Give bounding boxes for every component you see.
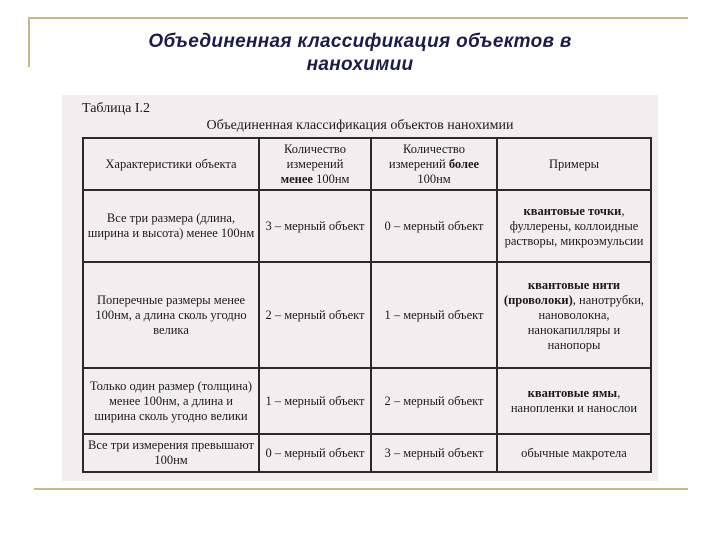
cell-characteristic: Все три размера (длина, ширина и высота) менее 100нм <box>83 190 259 262</box>
scanned-table-image <box>62 95 658 481</box>
cell-more: 3 – мерный объект <box>371 434 497 472</box>
table-row <box>83 434 651 472</box>
cell-less: 1 – мерный объект <box>259 368 371 434</box>
cell-examples: квантовые ямы, нанопленки и нанослои <box>497 368 651 434</box>
header-examples: Примеры <box>497 138 651 190</box>
header-dimensions-less: Количество измерений менее 100нм <box>259 138 371 190</box>
cell-less: 0 – мерный объект <box>259 434 371 472</box>
table-row <box>83 190 651 262</box>
frame-left-line <box>28 17 30 67</box>
table-caption: Объединенная классификация объектов нанохимии <box>206 118 514 133</box>
classification-table <box>82 137 652 473</box>
cell-more: 0 – мерный объект <box>371 190 497 262</box>
cell-characteristic: Все три измерения превышают 100нм <box>83 434 259 472</box>
table-header-row <box>83 138 651 190</box>
slide-title-line1: Объединенная классификация объектов в <box>148 31 572 52</box>
cell-less: 2 – мерный объект <box>259 262 371 368</box>
cell-examples: квантовые нити (проволоки), нанотрубки, нановолокна, нанокапилляры и нанопоры <box>497 262 651 368</box>
cell-more: 2 – мерный объект <box>371 368 497 434</box>
cell-examples: квантовые точки, фуллерены, коллоидные растворы, микроэмульсии <box>497 190 651 262</box>
frame-bottom-line <box>34 488 688 490</box>
slide-title <box>60 30 660 76</box>
header-dimensions-more: Количество измерений более 100нм <box>371 138 497 190</box>
slide-title-line2: нанохимии <box>306 54 414 75</box>
frame-top-line <box>28 17 688 19</box>
cell-characteristic: Только один размер (толщина) менее 100нм, а длина и ширина сколь угодно велики <box>83 368 259 434</box>
cell-characteristic: Поперечные размеры менее 100нм, а длина сколь угодно велика <box>83 262 259 368</box>
header-characteristics: Характеристики объекта <box>83 138 259 190</box>
table-row <box>83 262 651 368</box>
table-label: Таблица I.2 <box>82 101 151 116</box>
table-row <box>83 368 651 434</box>
cell-examples: обычные макротела <box>497 434 651 472</box>
cell-less: 3 – мерный объект <box>259 190 371 262</box>
cell-more: 1 – мерный объект <box>371 262 497 368</box>
